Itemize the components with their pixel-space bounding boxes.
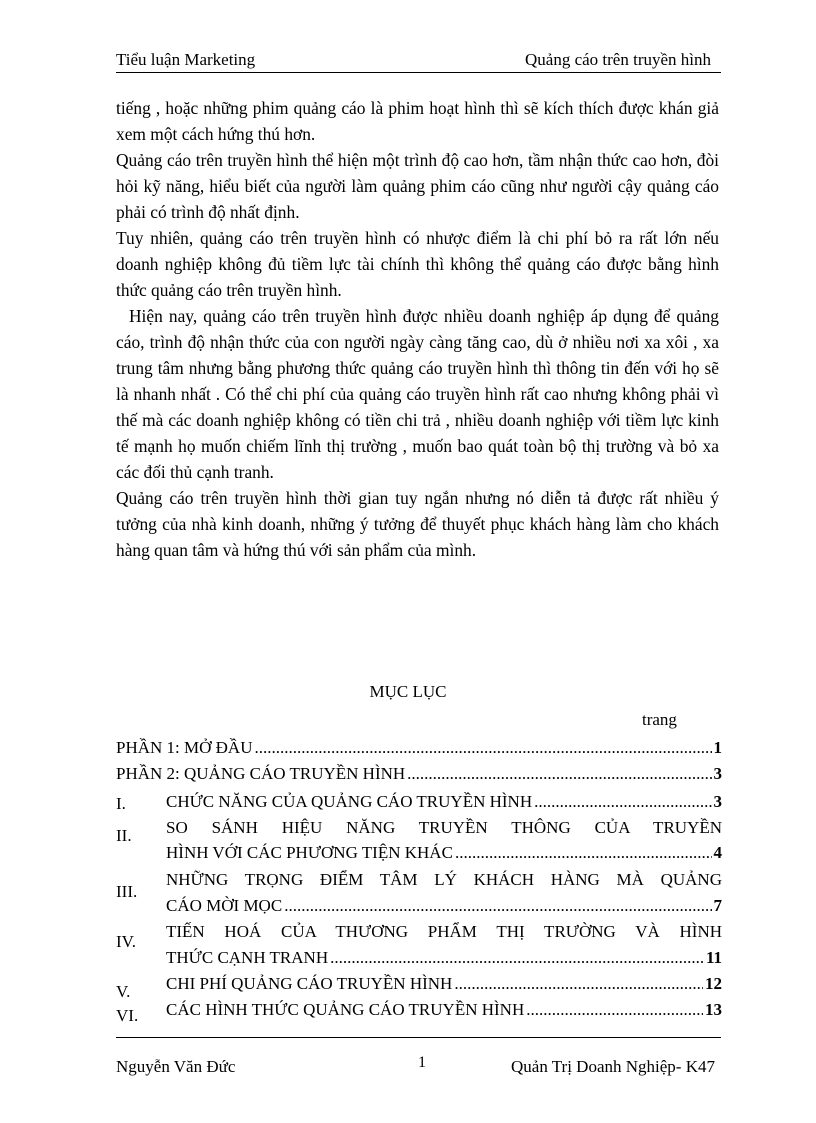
paragraph: Tuy nhiên, quảng cáo trên truyền hình có nhược điểm là chi phí bỏ ra rất lớn nếu doanh nghiệp không đủ tiềm lực tài chính thì không thể quảng cáo được bằng hình thức quảng cáo trên truyền hình. xyxy=(116,228,719,300)
toc-leader xyxy=(454,971,703,997)
toc-part-label: PHẦN 1: MỞ ĐẦU xyxy=(116,738,253,757)
toc-page-number: 3 xyxy=(713,792,722,811)
paragraph: Hiện nay, quảng cáo trên truyền hình được nhiều doanh nghiệp áp dụng để quảng cáo, trình độ nhận thức của con người ngày càng tăng cao, dù ở nhiều nơi xa xôi , xa trung tâm nhưng bằng phương thức quảng cáo truyền hình thì thông tin đến với họ sẽ là nhanh nhất . Có thể chi phí của quảng cáo truyền hình rất cao nhưng không phải vì thế mà các doanh nghiệp không có tiền chi trả , nhiều doanh nghiệp với tiềm lực kinh tế mạnh họ muốn chiếm lĩnh thị trường , muốn bao quát toàn bộ thị trường và bỏ xa các đối thủ cạnh tranh. xyxy=(116,306,719,482)
toc-page-number: 4 xyxy=(713,843,722,862)
toc-leader xyxy=(330,945,704,971)
toc-item-number: V. xyxy=(116,982,131,1001)
toc-part-1[interactable] xyxy=(116,735,722,761)
toc-title: MỤC LỤC xyxy=(369,682,447,701)
toc-item-line xyxy=(166,893,722,919)
toc-page-number: 13 xyxy=(705,1000,722,1019)
toc-item-label-cont: CÁO MỜI MỌC xyxy=(166,896,283,915)
toc-leader xyxy=(284,893,711,919)
toc-item-line xyxy=(166,945,722,971)
toc-page-number: 11 xyxy=(705,948,722,967)
footer-class: Quản Trị Doanh Nghiệp- K47 xyxy=(511,1057,715,1076)
toc-item-number: VI. xyxy=(116,1006,139,1025)
toc-leader xyxy=(407,761,711,787)
toc-item-number: II. xyxy=(116,826,132,845)
paragraph: Quảng cáo trên truyền hình thời gian tuy ngắn nhưng nó diễn tả được rất nhiều ý tưởng của nhà kinh doanh, những ý tưởng để thuyết phục khách hàng làm cho khách hàng quan tâm và hứng thú với sản phẩm của mình. xyxy=(116,488,719,560)
toc-item-label-cont: HÌNH VỚI CÁC PHƯƠNG TIỆN KHÁC xyxy=(166,843,453,862)
header-right-title: Quảng cáo trên truyền hình xyxy=(525,50,711,69)
footer-page-number: 1 xyxy=(418,1054,426,1071)
toc-item-label: NHỮNG TRỌNG ĐIỂM TÂM LÝ KHÁCH HÀNG MÀ QUẢNG xyxy=(166,870,722,889)
table-of-contents xyxy=(116,735,722,1027)
toc-item-label: CHỨC NĂNG CỦA QUẢNG CÁO TRUYỀN HÌNH xyxy=(166,792,533,811)
page-header xyxy=(116,48,721,73)
toc-item-label-cont: THỨC CẠNH TRANH xyxy=(166,948,329,967)
toc-leader xyxy=(534,789,711,815)
toc-item-5[interactable] xyxy=(116,971,722,1001)
toc-item-line xyxy=(166,789,722,815)
paragraph: Quảng cáo trên truyền hình thể hiện một trình độ cao hơn, tầm nhận thức cao hơn, đòi hỏi kỹ năng, hiểu biết của người làm quảng phim cáo cũng như người cậy quảng cáo phải có trình độ nhất định. xyxy=(116,150,719,222)
toc-item-label: CÁC HÌNH THỨC QUẢNG CÁO TRUYỀN HÌNH xyxy=(166,1000,525,1019)
toc-item-label: CHI PHÍ QUẢNG CÁO TRUYỀN HÌNH xyxy=(166,974,453,993)
toc-item-6[interactable] xyxy=(116,997,722,1027)
body-text xyxy=(116,95,719,563)
toc-leader xyxy=(526,997,703,1023)
toc-item-2[interactable] xyxy=(116,815,722,867)
toc-item-label: TIẾN HOÁ CỦA THƯƠNG PHẨM THỊ TRƯỜNG VÀ HÌNH xyxy=(166,922,722,941)
toc-item-label: SO SÁNH HIỆU NĂNG TRUYỀN THÔNG CỦA TRUYỀN xyxy=(166,818,722,837)
paragraph: tiếng , hoặc những phim quảng cáo là phim hoạt hình thì sẽ kích thích được khán giả xem một cách hứng thú hơn. xyxy=(116,98,719,144)
toc-page-number: 12 xyxy=(705,974,722,993)
toc-page-label: trang xyxy=(642,710,677,729)
footer-author: Nguyễn Văn Đức xyxy=(116,1057,236,1076)
toc-item-line xyxy=(166,840,722,866)
toc-part-label: PHẦN 2: QUẢNG CÁO TRUYỀN HÌNH xyxy=(116,764,406,783)
toc-leader xyxy=(455,840,712,866)
toc-item-line xyxy=(166,997,722,1023)
toc-item-number: I. xyxy=(116,794,126,813)
toc-item-4[interactable] xyxy=(116,919,722,971)
toc-part-2[interactable] xyxy=(116,761,722,789)
toc-page-number: 1 xyxy=(713,738,722,757)
toc-item-3[interactable] xyxy=(116,867,722,919)
toc-item-1[interactable] xyxy=(116,789,722,815)
toc-page-number: 7 xyxy=(713,896,722,915)
header-left-title: Tiểu luận Marketing xyxy=(116,50,256,69)
toc-item-number: III. xyxy=(116,882,138,901)
page-footer xyxy=(116,1037,721,1078)
toc-page-number: 3 xyxy=(713,764,722,783)
toc-item-line xyxy=(166,971,722,997)
toc-leader xyxy=(254,735,711,761)
toc-item-number: IV. xyxy=(116,932,136,951)
